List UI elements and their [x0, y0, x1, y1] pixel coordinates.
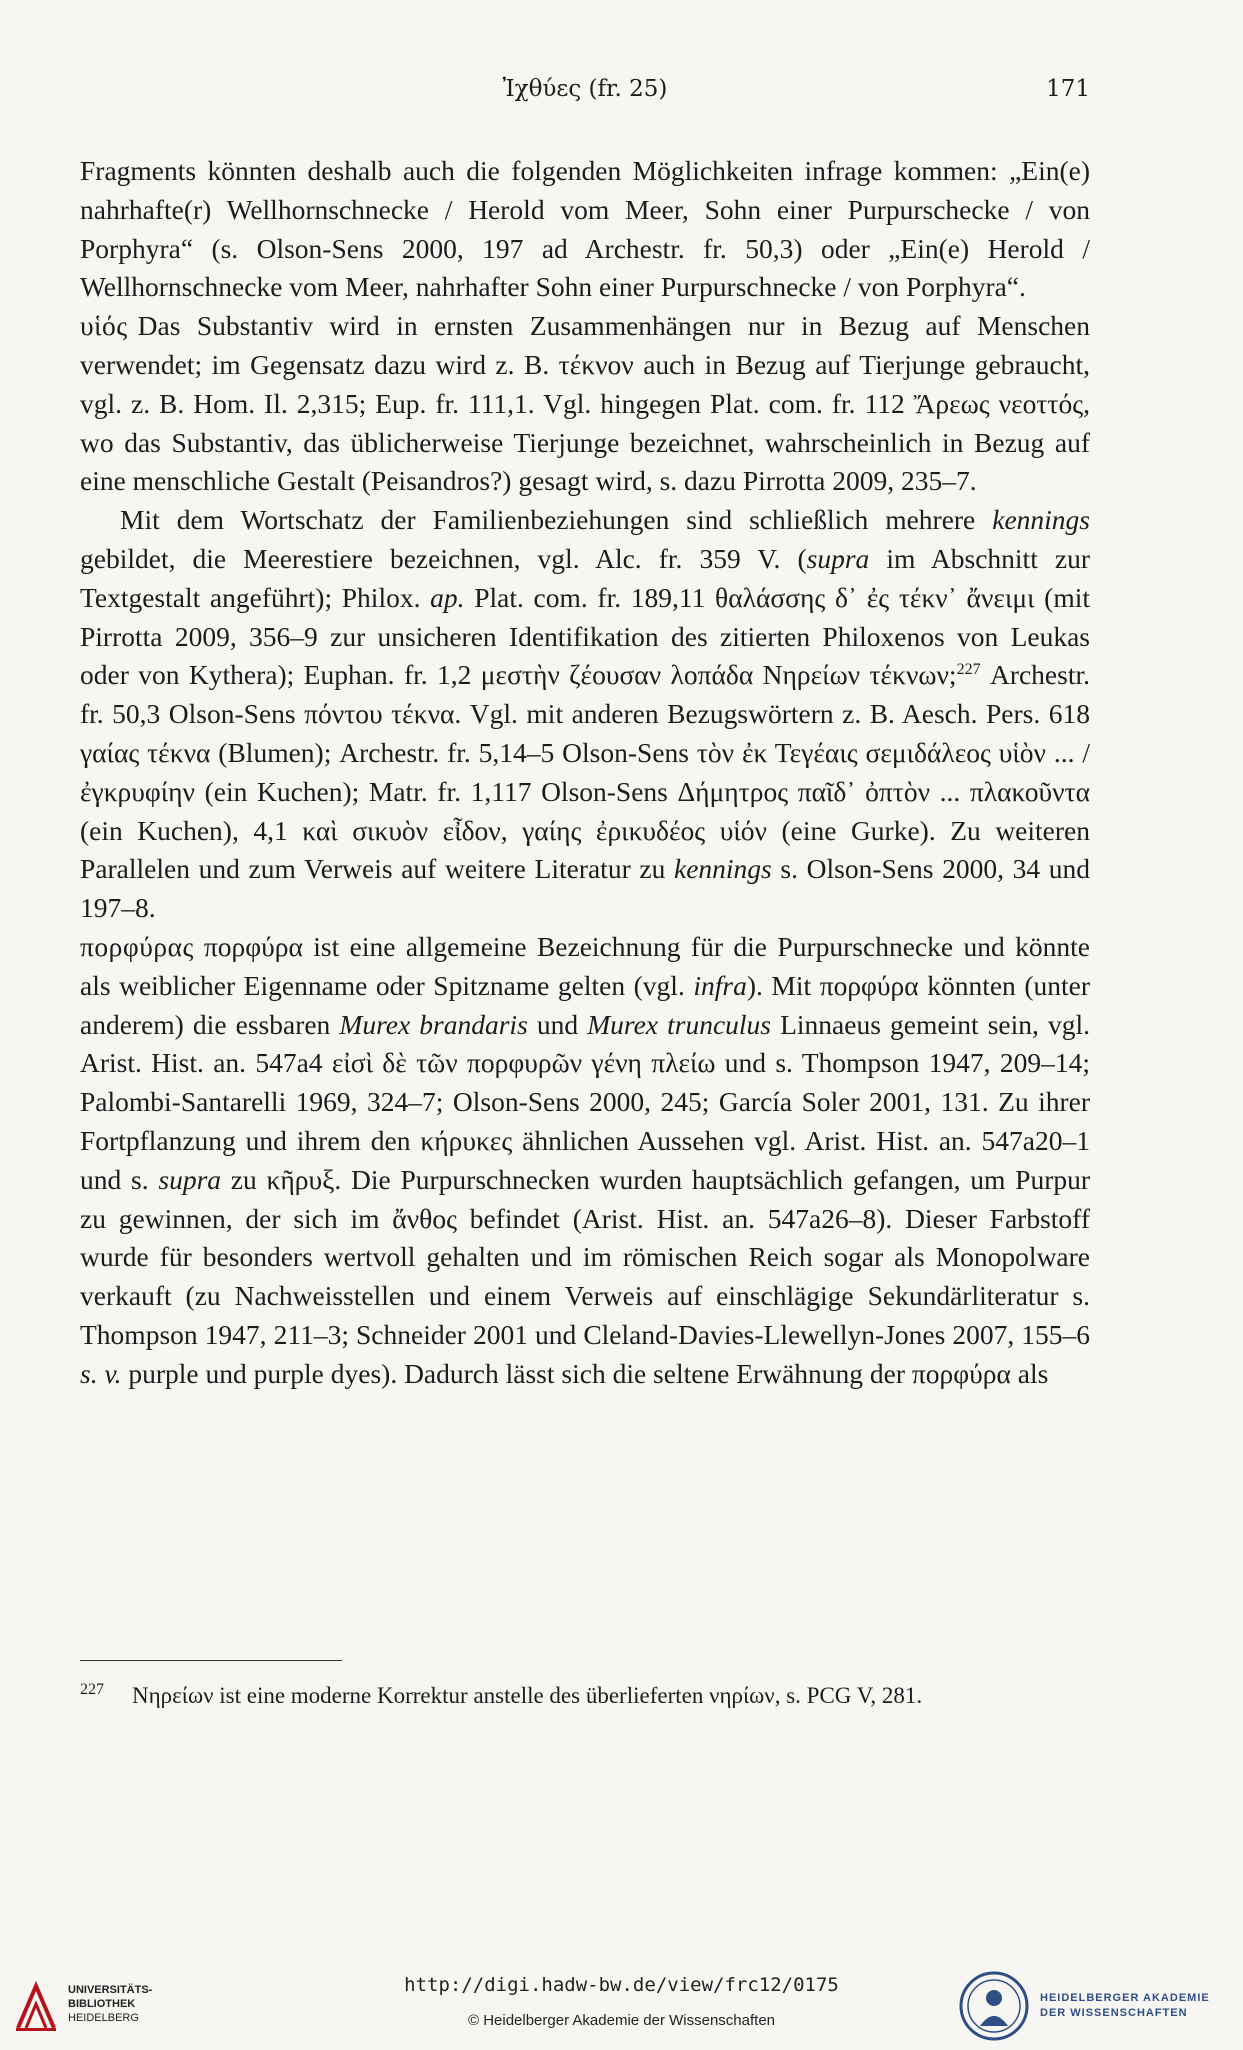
page-header [80, 76, 1090, 112]
library-name-line: BIBLIOTHEK [68, 1998, 136, 2010]
text-run: purple und purple dyes). Dadurch lässt sich die seltene Erwähnung der πορφύρα als [121, 1357, 1049, 1389]
copyright-notice: © Heidelberger Akademie der Wissenschaften [467, 2012, 776, 2029]
academy-name-line: HEIDELBERGER AKADEMIE [1040, 1992, 1210, 2004]
text-run: s. Olson-Sens 2000, 34 und 197–8. [80, 853, 1090, 924]
footnote-227: 227 Νηρείων ist eine moderne Korrektur anstelle des überlieferten νηρίων, s. PCG V, 281. [80, 1681, 923, 1708]
italic-term: ap. [430, 581, 465, 613]
paragraph-2-text: Das Substantiv wird in ernsten Zusammenhängen nur in Bezug auf Menschen verwendet; im Gegensatz dazu wird z. B. τέκνον auch in Bezug auf Tierjunge gebraucht, vgl. z. B. Hom. Il. 2,315; Eup. fr. 111,1. Vgl. hingegen Plat. com. fr. 112 Ἄρεως νεοττός, wo das Substantiv, das üblicherweise Tierjunge bezeichnet, wahrscheinlich in Bezug auf eine menschliche Gestalt (Peisandros?) gesagt wird, s. dazu Pirrotta 2009, 235–7. [80, 310, 1090, 497]
text-run: zu κῆρυξ. Die Purpurschnecken wurden hauptsächlich gefangen, um Purpur zu gewinnen, der sich im ἄνθος befindet (Arist. Hist. an. 547a26–8). Dieser Farbstoff wurde für besonders wertvoll gehalten und im römischen Reich sogar als Monopolware verkauft (zu Nachweisstellen und einem Verweis auf einschlägige Sekundärliteratur s. Thompson 1947, 211–3; Schneider 2001 und Cleland-Davies-Llewellyn-Jones 2007, 155–6 [80, 1163, 1091, 1350]
page-footer [0, 1966, 1243, 2050]
library-name-line: UNIVERSITÄTS- [68, 1984, 153, 1996]
library-name-line: HEIDELBERG [68, 2012, 139, 2024]
paragraph-1: Fragments könnten deshalb auch die folgenden Möglichkeiten infrage kommen: „Ein(e) nahrhafte(r) Wellhornschnecke / Herold vom Meer, Sohn einer Purpurschecke / von Porphyra“ (s. Olson-Sens 2000, 197 ad Archestr. fr. 50,3) oder „Ein(e) Herold / Wellhornschnecke vom Meer, nahrhafter Sohn einer Purpurschnecke / von Porphyra“. [80, 155, 1090, 303]
body-text [80, 152, 1090, 1394]
page-number: 171 [1046, 76, 1090, 102]
text-run: Linnaeus gemeint sein, vgl. Arist. Hist. an. 547a4 εἰσὶ δὲ τῶν πορφυρῶν γένη πλείω und s. Thompson 1947, 209–14; Palombi-Santarelli 1969, 324–7; Olson-Sens 2000, 245; García Soler 2001, 131. Zu ihrer Fortpflanzung und ihrem den κήρυκες ähnlichen Aussehen vgl. Arist. Hist. an. 547a20–1 und s. [80, 1008, 1090, 1195]
italic-term: Murex brandaris [339, 1008, 528, 1040]
text-run: Plat. com. fr. 189,11 θαλάσσης δ᾽ ἐς τέκν᾽ ἄνειμι (mit Pirrotta 2009, 356–9 zur unsicheren Identifikation des zitierten Philoxenos von Leukas oder von Kythera); Euphan. fr. 1,2 μεστὴν ζέουσαν λοπάδα Νηρείων τέκνων; [80, 581, 1090, 691]
academy-name-line: DER WISSENSCHAFTEN [1040, 2007, 1188, 2019]
footnote-text: Νηρείων ist eine moderne Korrektur anstelle des überlieferten νηρίων, s. PCG V, 281. [132, 1683, 923, 1708]
paragraph-4 [80, 928, 1090, 1394]
italic-term: supra [806, 542, 870, 574]
text-run: Mit dem Wortschatz der Familienbeziehungen sind schließlich mehrere [120, 504, 993, 536]
italic-term: supra [158, 1163, 222, 1195]
permalink-url[interactable]: http://digi.hadw-bw.de/view/frc12/0175 [404, 1974, 839, 1996]
italic-term: kennings [992, 504, 1090, 536]
footnote-rule [80, 1660, 342, 1661]
lemma-huios: υἱός [80, 310, 128, 342]
lemma-porphyras: πορφύρας [80, 930, 194, 962]
paragraph-3 [80, 501, 1090, 928]
footnote-reference[interactable]: 227 [956, 661, 981, 679]
text-run: im Abschnitt zur Textgestalt angeführt); Philox. [80, 542, 1090, 613]
running-head: Ἰχθύες (fr. 25) [502, 76, 668, 102]
text-run: Archestr. fr. 50,3 Olson-Sens πόντου τέκνα. Vgl. mit anderen Bezugswörtern z. B. Aesch. Pers. 618 γαίας τέκνα (Blumen); Archestr. fr. 5,14–5 Olson-Sens τὸν ἐκ Τεγέαις σεμιδάλεος υἱὸν ... / ἐγκρυφίην (ein Kuchen); Matr. fr. 1,117 Olson-Sens Δήμητρος παῖδ᾽ ὀπτὸν ... πλακοῦντα (ein Kuchen), 4,1 καὶ σικυὸν εἶδον, γαίης ἐρικυδέος υἱόν (eine Gurke). Zu weiteren Parallelen und zum Verweis auf weitere Literatur zu [80, 659, 1090, 885]
text-run: ). Mit πορφύρα könnten (unter anderem) die essbaren [80, 969, 1091, 1040]
text-run: gebildet, die Meerestiere bezeichnen, vgl. Alc. fr. 359 V. ( [80, 542, 807, 574]
italic-term: kennings [673, 853, 772, 885]
italic-term: Murex trunculus [587, 1008, 771, 1040]
italic-term: infra [693, 969, 747, 1001]
text-run: πορφύρα ist eine allgemeine Bezeichnung für die Purpurschnecke und könnte als weiblicher Eigenname oder Spitzname gelten (vgl. [80, 930, 1090, 1001]
italic-term: s. v. [80, 1357, 122, 1389]
academy-seal-icon [958, 1970, 1030, 2042]
paragraph-2 [80, 307, 1090, 501]
text-run: und [527, 1008, 588, 1040]
academy-name [1040, 1991, 1210, 2021]
